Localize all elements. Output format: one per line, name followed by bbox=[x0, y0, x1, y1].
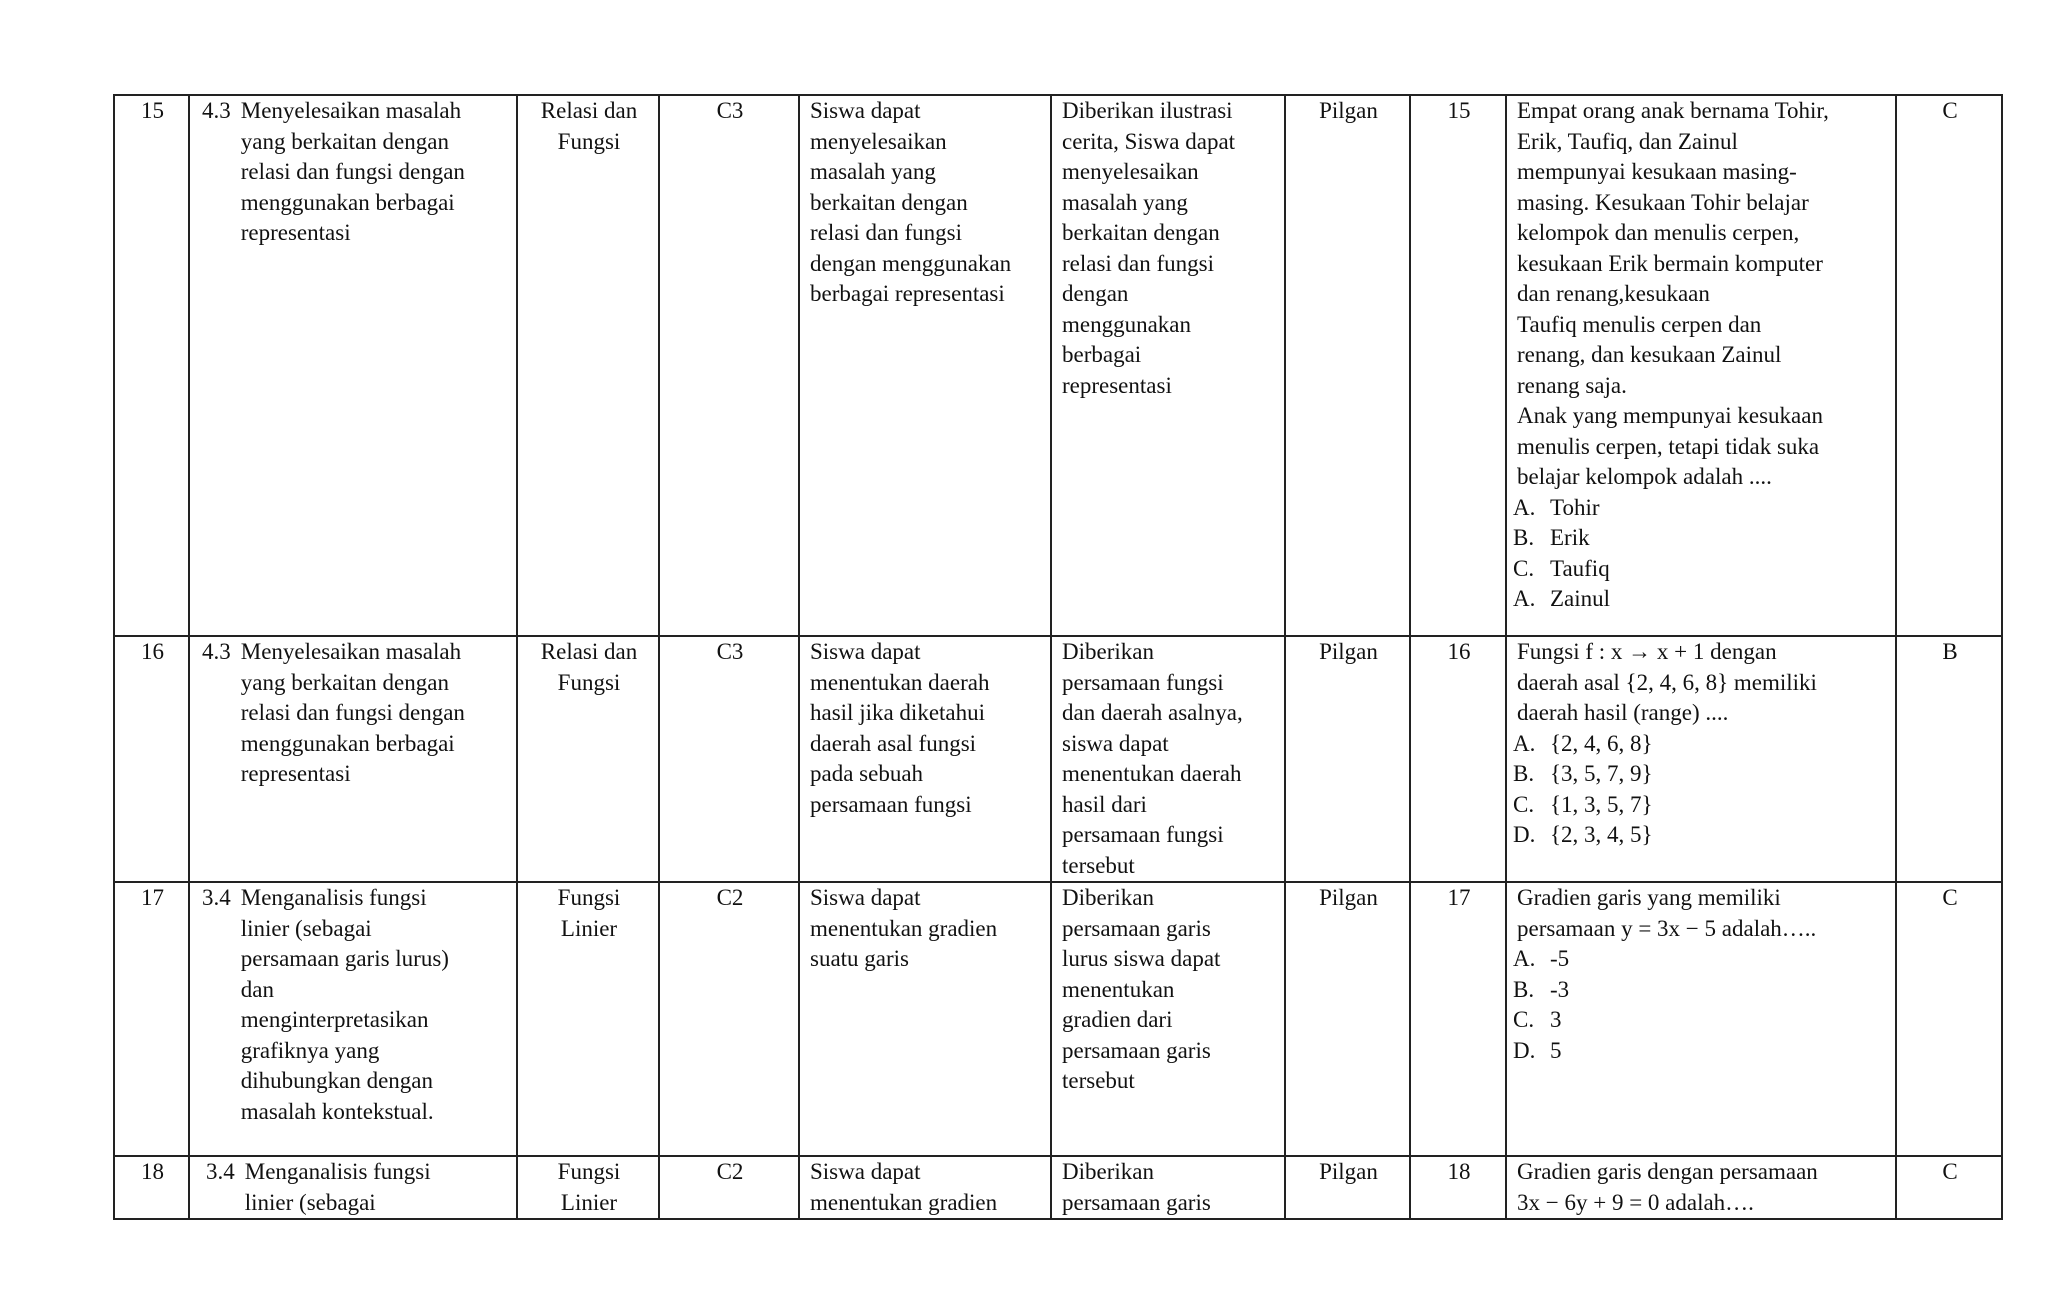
question-line: renang, dan kesukaan Zainul bbox=[1517, 342, 1782, 367]
question-indicator-line: persamaan fungsi bbox=[1062, 669, 1224, 695]
question-indicator-line: dengan bbox=[1062, 281, 1129, 306]
competency-line: menggunakan berbagai bbox=[240, 189, 455, 215]
material-cell bbox=[517, 1156, 659, 1219]
answer-option-text: {3, 5, 7, 9} bbox=[1550, 761, 1653, 786]
indicator-line: menentukan daerah bbox=[810, 669, 990, 695]
competency-line: yang berkaitan dengan bbox=[240, 669, 449, 695]
competency-line: relasi dan fungsi dengan bbox=[240, 700, 465, 725]
question-number-cell: 16 bbox=[1410, 636, 1506, 882]
question-indicator-line: menentukan daerah bbox=[1062, 761, 1242, 786]
indicator-cell bbox=[799, 95, 1051, 636]
question-line: Taufiq menulis cerpen dan bbox=[1517, 311, 1762, 337]
competency-code: 3.4 bbox=[206, 1159, 235, 1184]
answer-option-letter: A. bbox=[1513, 946, 1536, 971]
question-indicator-line: masalah yang bbox=[1062, 189, 1188, 215]
answer-option-letter: D. bbox=[1513, 822, 1536, 847]
question-text-cell bbox=[1506, 882, 1896, 1156]
indicator-line: masalah yang bbox=[810, 159, 936, 184]
indicator-line: daerah asal fungsi bbox=[810, 730, 977, 756]
question-indicator-line: lurus siswa dapat bbox=[1062, 946, 1221, 971]
question-indicator-line: persamaan garis bbox=[1062, 1037, 1211, 1063]
answer-key-cell: C bbox=[1896, 1156, 2002, 1219]
question-line: Erik, Taufiq, dan Zainul bbox=[1517, 128, 1738, 154]
material-line: Fungsi bbox=[557, 128, 621, 154]
question-form-cell: Pilgan bbox=[1285, 1156, 1410, 1219]
answer-option-letter: A. bbox=[1513, 494, 1536, 520]
material-line: Linier bbox=[560, 1189, 618, 1215]
indicator-line: pada sebuah bbox=[810, 761, 924, 786]
competency-description bbox=[231, 96, 508, 249]
row-number-cell: 17 bbox=[114, 882, 189, 1156]
indicator-line: relasi dan fungsi bbox=[810, 220, 963, 245]
question-line: Fungsi f : x → x + 1 dengan bbox=[1517, 639, 1777, 664]
answer-option bbox=[1513, 523, 1887, 554]
answer-option bbox=[1513, 584, 1887, 615]
question-indicator-cell bbox=[1051, 636, 1285, 882]
question-indicator-line: dan daerah asalnya, bbox=[1062, 700, 1243, 725]
question-indicator-cell bbox=[1051, 882, 1285, 1156]
question-indicator-cell bbox=[1051, 95, 1285, 636]
question-text-cell bbox=[1506, 95, 1896, 636]
question-indicator-line: menentukan bbox=[1062, 976, 1175, 1002]
competency-line: yang berkaitan dengan bbox=[240, 128, 449, 154]
competency-cell bbox=[189, 882, 517, 1156]
indicator-cell bbox=[799, 636, 1051, 882]
answer-option-text: {1, 3, 5, 7} bbox=[1550, 791, 1653, 817]
question-line: kesukaan Erik bermain komputer bbox=[1517, 250, 1823, 276]
question-indicator-line: representasi bbox=[1062, 372, 1172, 398]
question-line: Gradien garis yang memiliki bbox=[1517, 885, 1781, 910]
competency-line: dihubungkan dengan bbox=[240, 1068, 434, 1093]
question-indicator-line: persamaan fungsi bbox=[1062, 822, 1224, 847]
question-text-cell bbox=[1506, 636, 1896, 882]
question-indicator-line: menyelesaikan bbox=[1062, 159, 1199, 184]
row-number-cell: 18 bbox=[114, 1156, 189, 1219]
answer-option bbox=[1513, 1036, 1887, 1067]
competency-block bbox=[200, 637, 508, 790]
competency-line: dan bbox=[240, 976, 274, 1002]
question-line: kelompok dan menulis cerpen, bbox=[1517, 220, 1800, 245]
question-line: belajar kelompok adalah .... bbox=[1517, 464, 1772, 489]
competency-code: 3.4 bbox=[202, 885, 231, 910]
indicator-line: dengan menggunakan bbox=[810, 250, 1012, 276]
material-line: Relasi dan bbox=[540, 639, 638, 664]
question-form-cell: Pilgan bbox=[1285, 95, 1410, 636]
competency-code: 4.3 bbox=[202, 98, 231, 123]
answer-option-text: 3 bbox=[1550, 1007, 1562, 1032]
indicator-line: Siswa dapat bbox=[810, 885, 921, 910]
indicator-line: menentukan gradien bbox=[810, 915, 998, 941]
material-line: Relasi dan bbox=[540, 98, 638, 123]
question-line: menulis cerpen, tetapi tidak suka bbox=[1517, 433, 1820, 459]
competency-line: linier (sebagai bbox=[244, 1189, 376, 1215]
question-line: masing. Kesukaan Tohir belajar bbox=[1517, 189, 1809, 215]
question-indicator-line: siswa dapat bbox=[1062, 730, 1169, 756]
answer-option-letter: B. bbox=[1513, 761, 1535, 786]
question-indicator-line: berbagai bbox=[1062, 342, 1142, 367]
answer-option-letter: C. bbox=[1513, 555, 1535, 581]
cognitive-level-cell: C2 bbox=[659, 882, 799, 1156]
material-line: Fungsi bbox=[557, 669, 621, 695]
material-cell bbox=[517, 95, 659, 636]
question-number-cell: 15 bbox=[1410, 95, 1506, 636]
indicator-line: menentukan gradien bbox=[810, 1189, 998, 1215]
competency-line: grafiknya yang bbox=[240, 1037, 380, 1063]
cognitive-level-cell: C3 bbox=[659, 636, 799, 882]
answer-option bbox=[1513, 820, 1887, 851]
answer-option-text: Taufiq bbox=[1550, 555, 1610, 581]
row-number-cell: 16 bbox=[114, 636, 189, 882]
question-text-cell bbox=[1506, 1156, 1896, 1219]
table-row bbox=[114, 95, 2002, 636]
competency-block bbox=[200, 883, 508, 1127]
indicator-line: Siswa dapat bbox=[810, 1159, 921, 1184]
answer-option bbox=[1513, 493, 1887, 524]
question-line: renang saja. bbox=[1517, 372, 1627, 398]
answer-key-cell: B bbox=[1896, 636, 2002, 882]
indicator-cell bbox=[799, 882, 1051, 1156]
row-number-cell: 15 bbox=[114, 95, 189, 636]
answer-key-cell: C bbox=[1896, 882, 2002, 1156]
answer-option-letter: C. bbox=[1513, 791, 1535, 817]
indicator-line: berkaitan dengan bbox=[810, 189, 968, 215]
table-row bbox=[114, 882, 2002, 1156]
competency-block bbox=[200, 96, 508, 249]
answer-option-letter: A. bbox=[1513, 586, 1536, 611]
competency-cell bbox=[189, 1156, 517, 1219]
answer-option bbox=[1513, 729, 1887, 760]
competency-cell bbox=[189, 95, 517, 636]
material-line: Linier bbox=[560, 915, 618, 941]
answer-option-letter: D. bbox=[1513, 1037, 1536, 1063]
question-indicator-line: tersebut bbox=[1062, 1068, 1135, 1093]
question-grid-table bbox=[113, 94, 2003, 1220]
table-row bbox=[114, 636, 2002, 882]
answer-option-text: Zainul bbox=[1550, 586, 1611, 611]
question-form-cell: Pilgan bbox=[1285, 636, 1410, 882]
question-number-cell: 18 bbox=[1410, 1156, 1506, 1219]
answer-key-cell: C bbox=[1896, 95, 2002, 636]
question-indicator-line: cerita, Siswa dapat bbox=[1062, 128, 1236, 154]
question-indicator-line: Diberikan ilustrasi bbox=[1062, 98, 1233, 123]
indicator-line: persamaan fungsi bbox=[810, 791, 972, 817]
question-indicator-line: berkaitan dengan bbox=[1062, 220, 1220, 245]
question-indicator-line: menggunakan bbox=[1062, 311, 1192, 337]
answer-option bbox=[1513, 1005, 1887, 1036]
indicator-line: hasil jika diketahui bbox=[810, 700, 986, 725]
answer-option-text: -3 bbox=[1550, 976, 1570, 1002]
competency-code: 4.3 bbox=[202, 639, 231, 664]
material-cell bbox=[517, 636, 659, 882]
question-indicator-cell bbox=[1051, 1156, 1285, 1219]
competency-line: Menganalisis fungsi bbox=[240, 885, 427, 910]
answer-option-letter: B. bbox=[1513, 525, 1535, 550]
answer-option bbox=[1513, 975, 1887, 1006]
answer-option-text: {2, 3, 4, 5} bbox=[1550, 822, 1653, 847]
competency-line: masalah kontekstual. bbox=[240, 1098, 434, 1124]
competency-line: persamaan garis lurus) bbox=[240, 946, 449, 971]
material-cell bbox=[517, 882, 659, 1156]
competency-line: menggunakan berbagai bbox=[240, 730, 455, 756]
answer-option-text: {2, 4, 6, 8} bbox=[1550, 730, 1653, 756]
question-indicator-line: Diberikan bbox=[1062, 639, 1154, 664]
competency-line: linier (sebagai bbox=[240, 915, 372, 941]
question-indicator-line: tersebut bbox=[1062, 852, 1135, 878]
competency-block bbox=[200, 1157, 508, 1218]
material-line: Fungsi bbox=[557, 885, 621, 910]
answer-option-text: Erik bbox=[1550, 525, 1590, 550]
competency-line: Menganalisis fungsi bbox=[244, 1159, 431, 1184]
indicator-line: menyelesaikan bbox=[810, 128, 947, 154]
cognitive-level-cell: C2 bbox=[659, 1156, 799, 1219]
indicator-line: suatu garis bbox=[810, 946, 910, 971]
question-indicator-line: persamaan garis bbox=[1062, 1189, 1211, 1215]
answer-option bbox=[1513, 944, 1887, 975]
question-indicator-line: relasi dan fungsi bbox=[1062, 250, 1215, 276]
competency-description bbox=[235, 1157, 508, 1218]
question-line: dan renang,kesukaan bbox=[1517, 281, 1710, 306]
answer-option-letter: A. bbox=[1513, 730, 1536, 756]
question-line: Gradien garis dengan persamaan bbox=[1517, 1159, 1818, 1184]
question-line: persamaan y = 3x − 5 adalah….. bbox=[1517, 915, 1817, 941]
answer-option-letter: C. bbox=[1513, 1007, 1535, 1032]
answer-option bbox=[1513, 759, 1887, 790]
question-form-cell: Pilgan bbox=[1285, 882, 1410, 1156]
question-number-cell: 17 bbox=[1410, 882, 1506, 1156]
indicator-line: Siswa dapat bbox=[810, 98, 921, 123]
question-line: Empat orang anak bernama Tohir, bbox=[1517, 98, 1829, 123]
competency-description bbox=[231, 637, 508, 790]
competency-line: representasi bbox=[240, 761, 351, 786]
indicator-cell bbox=[799, 1156, 1051, 1219]
question-line: daerah asal {2, 4, 6, 8} memiliki bbox=[1517, 669, 1817, 695]
competency-line: relasi dan fungsi dengan bbox=[240, 159, 465, 184]
material-line: Fungsi bbox=[557, 1159, 621, 1184]
question-indicator-line: hasil dari bbox=[1062, 791, 1147, 817]
cognitive-level-cell: C3 bbox=[659, 95, 799, 636]
competency-line: Menyelesaikan masalah bbox=[240, 639, 462, 664]
table-row bbox=[114, 1156, 2002, 1219]
question-indicator-line: Diberikan bbox=[1062, 885, 1154, 910]
question-line: 3x − 6y + 9 = 0 adalah…. bbox=[1517, 1189, 1754, 1215]
indicator-line: Siswa dapat bbox=[810, 639, 921, 664]
question-line: daerah hasil (range) .... bbox=[1517, 700, 1729, 725]
table-body bbox=[114, 95, 2002, 1219]
competency-line: representasi bbox=[240, 220, 351, 245]
competency-line: menginterpretasikan bbox=[240, 1007, 429, 1032]
answer-option-text: Tohir bbox=[1550, 494, 1600, 520]
answer-option-text: 5 bbox=[1550, 1037, 1562, 1063]
question-indicator-line: Diberikan bbox=[1062, 1159, 1154, 1184]
answer-option bbox=[1513, 790, 1887, 821]
question-line: Anak yang mempunyai kesukaan bbox=[1517, 403, 1823, 428]
competency-line: Menyelesaikan masalah bbox=[240, 98, 462, 123]
competency-description bbox=[231, 883, 508, 1127]
competency-cell bbox=[189, 636, 517, 882]
answer-option bbox=[1513, 554, 1887, 585]
question-indicator-line: gradien dari bbox=[1062, 1007, 1173, 1032]
indicator-line: berbagai representasi bbox=[810, 281, 1005, 306]
question-line: mempunyai kesukaan masing- bbox=[1517, 159, 1797, 184]
question-indicator-line: persamaan garis bbox=[1062, 915, 1211, 941]
answer-option-text: -5 bbox=[1550, 946, 1570, 971]
answer-option-letter: B. bbox=[1513, 976, 1535, 1002]
